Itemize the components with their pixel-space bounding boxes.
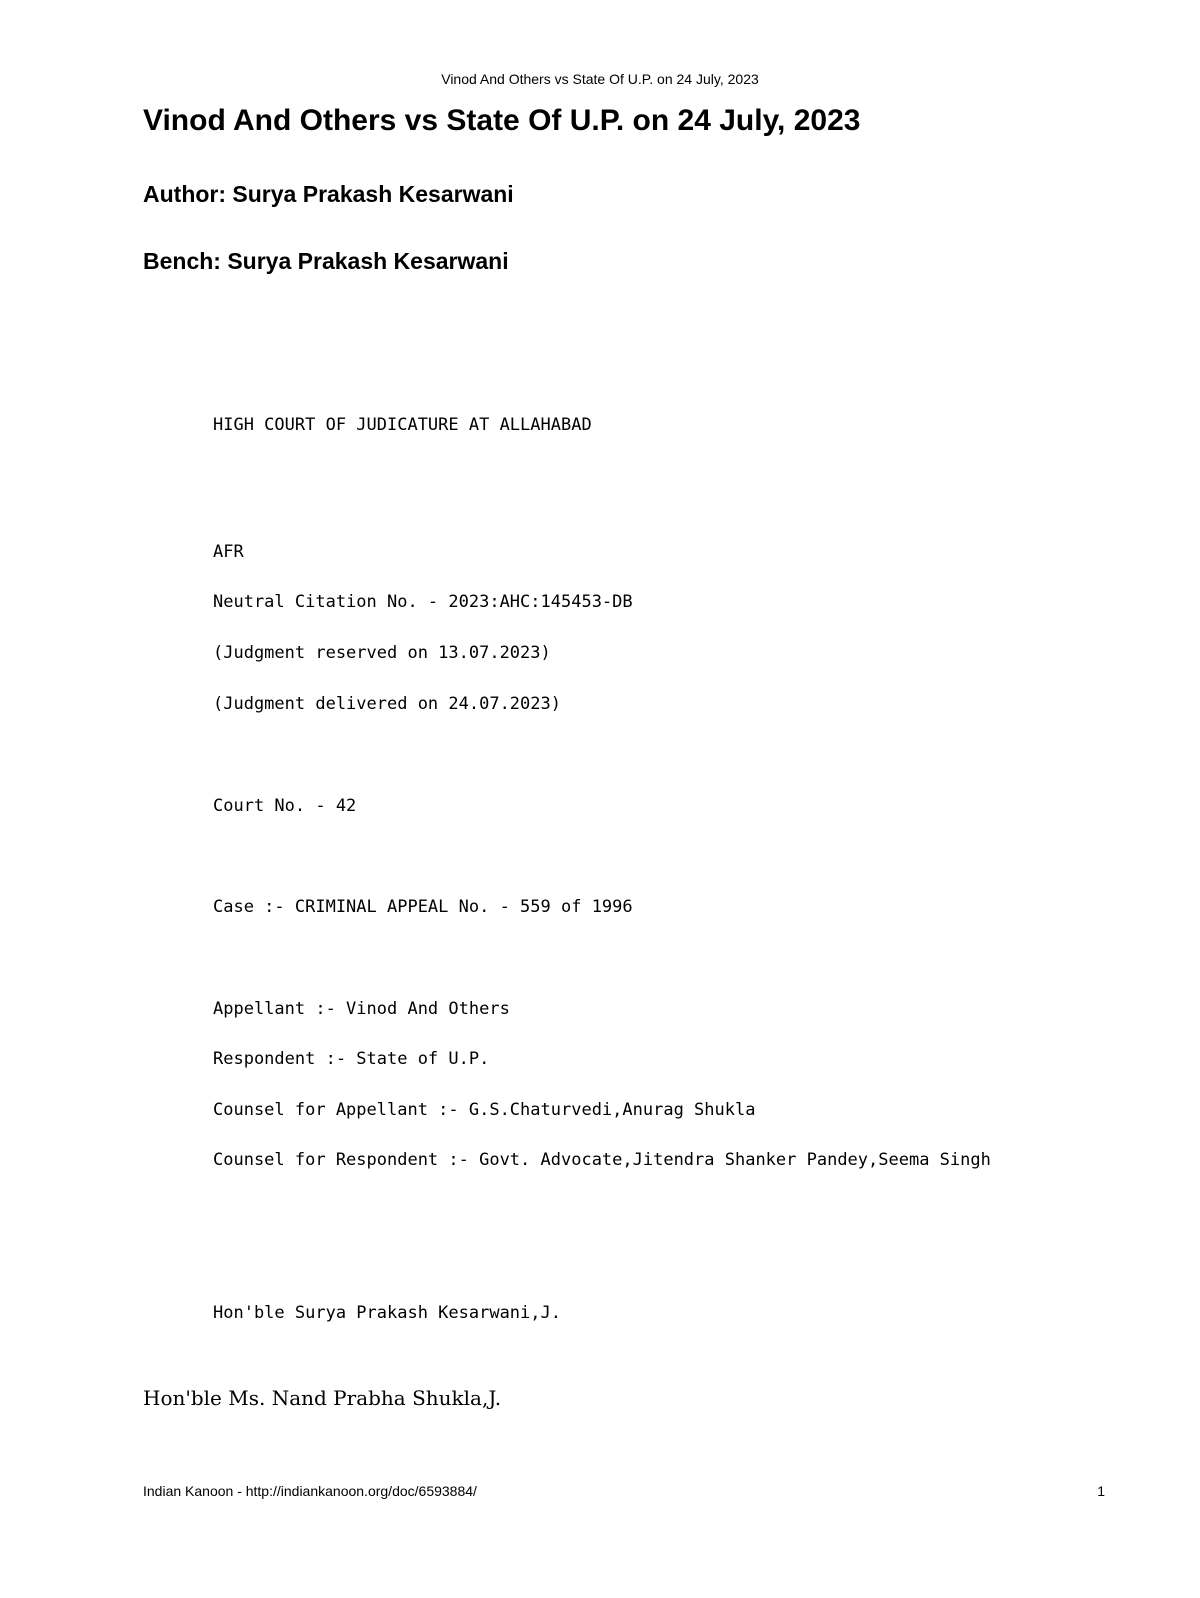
page-number: 1 (1097, 1483, 1105, 1499)
neutral-citation: Neutral Citation No. - 2023:AHC:145453-DB (213, 592, 633, 612)
respondent: Respondent :- State of U.P. (213, 1049, 490, 1069)
judge-two: Hon'ble Ms. Nand Prabha Shukla,J. (143, 1386, 502, 1410)
bench-line: Bench: Surya Prakash Kesarwani (143, 248, 509, 274)
document-title: Vinod And Others vs State Of U.P. on 24 July, 2023 (143, 104, 861, 137)
counsel-for-respondent: Counsel for Respondent :- Govt. Advocate,Jitendra Shanker Pandey,Seema Singh (213, 1150, 991, 1170)
judgment-reserved: (Judgment reserved on 13.07.2023) (213, 643, 551, 663)
case-number: Case :- CRIMINAL APPEAL No. - 559 of 1996 (213, 897, 633, 917)
court-number: Court No. - 42 (213, 796, 357, 816)
footer-source-link[interactable]: Indian Kanoon - http://indiankanoon.org/doc/6593884/ (143, 1483, 477, 1499)
running-header: Vinod And Others vs State Of U.P. on 24 July, 2023 (441, 71, 759, 87)
judgment-delivered: (Judgment delivered on 24.07.2023) (213, 694, 561, 714)
author-line: Author: Surya Prakash Kesarwani (143, 181, 514, 207)
judge-one: Hon'ble Surya Prakash Kesarwani,J. (213, 1303, 561, 1323)
afr-label: AFR (213, 542, 244, 562)
court-name: HIGH COURT OF JUDICATURE AT ALLAHABAD (213, 415, 592, 435)
appellant: Appellant :- Vinod And Others (213, 999, 510, 1019)
counsel-for-appellant: Counsel for Appellant :- G.S.Chaturvedi,Anurag Shukla (213, 1100, 756, 1120)
